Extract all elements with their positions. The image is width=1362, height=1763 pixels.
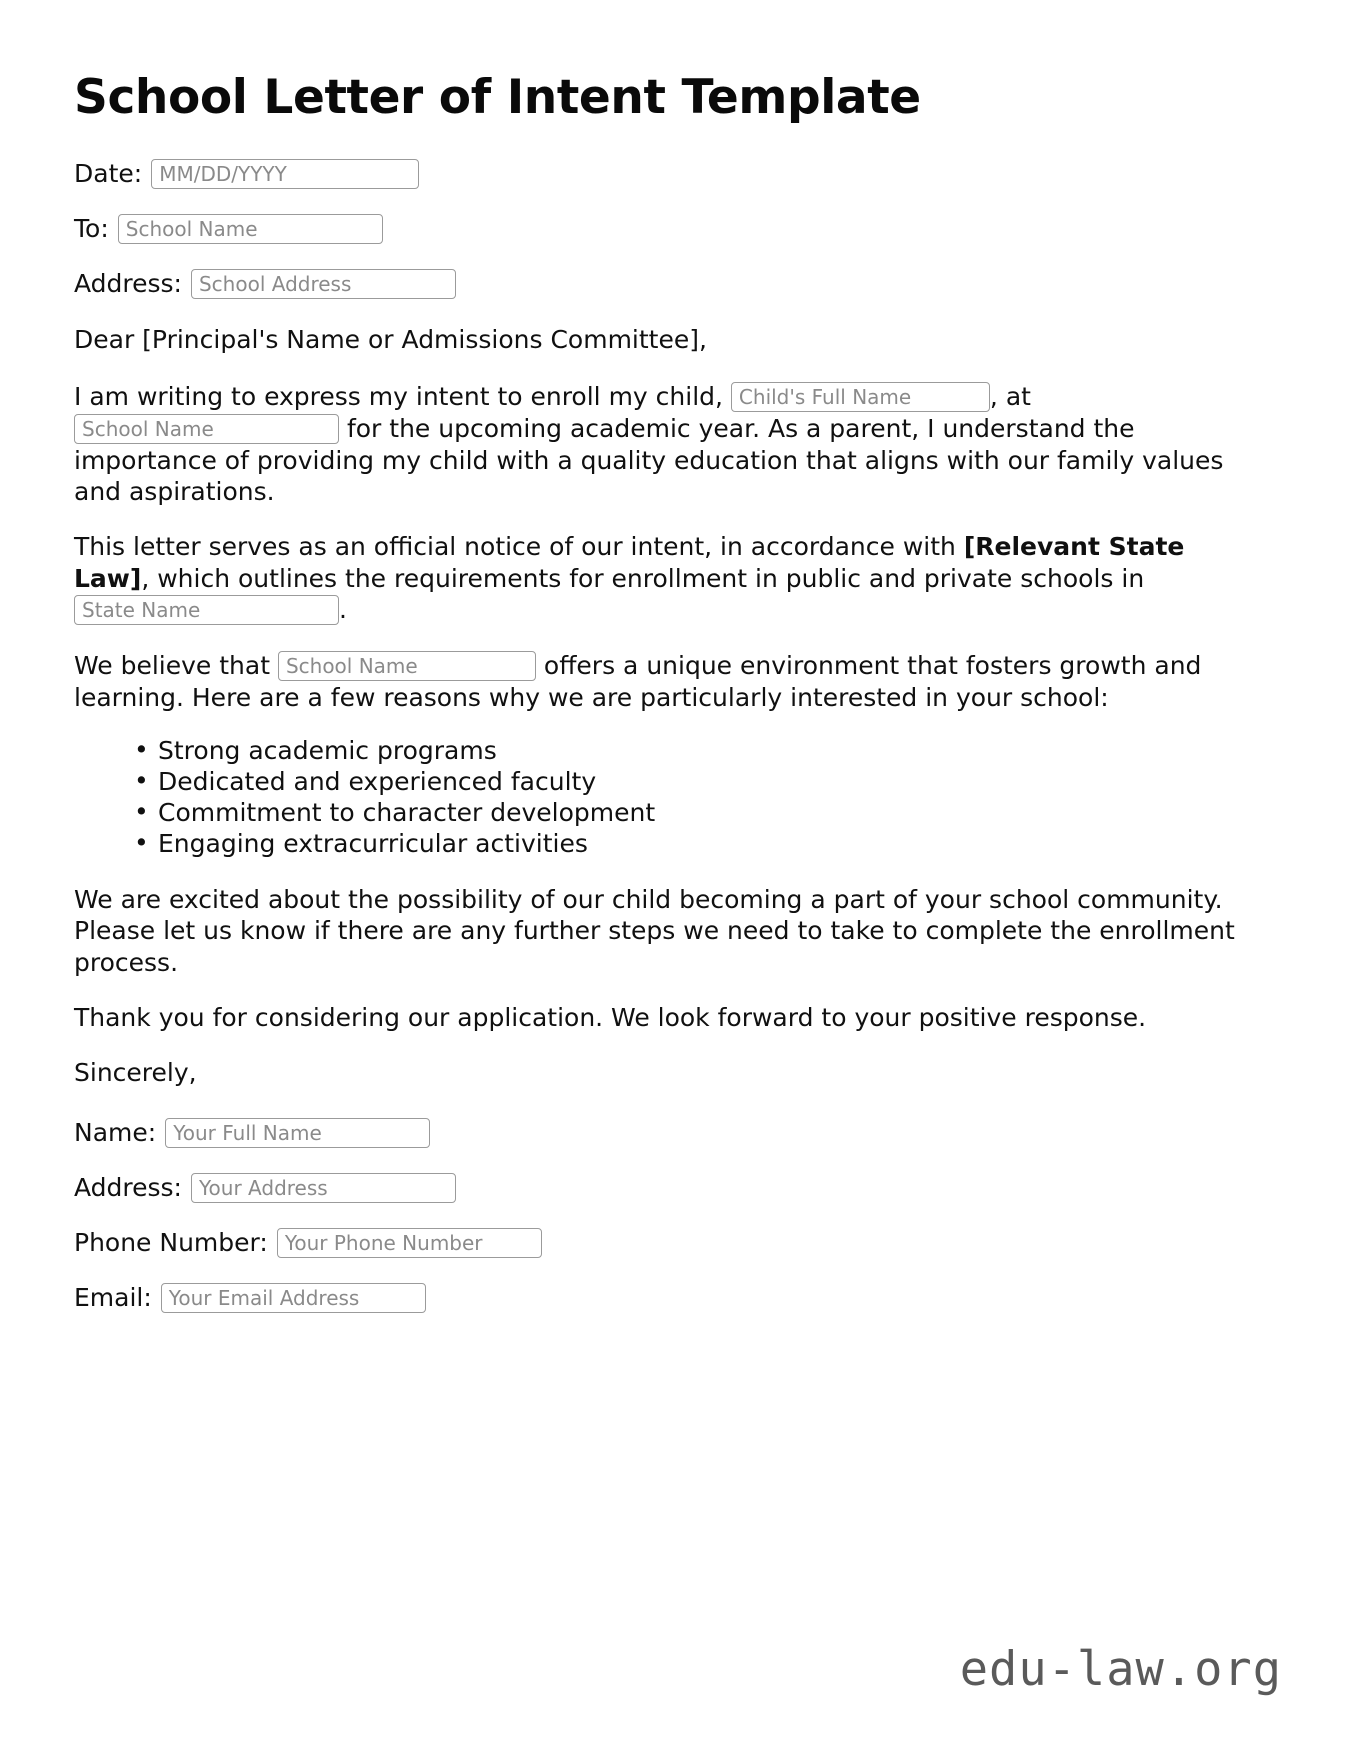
believe-text-part2: offers a unique environment that fosters growth and learning. Here are a few reasons why we are particularly interested in your school: — [74, 650, 1202, 712]
notice-text-part1: This letter serves as an official notice of our intent, in accordance with — [74, 532, 956, 562]
signer-name-field-row — [74, 1118, 1276, 1148]
intent-school-name-input[interactable]: School Name — [74, 414, 339, 444]
relevant-state-law-text: [Relevant State Law] — [74, 532, 1185, 593]
paragraph-intent — [74, 381, 1259, 508]
signer-email-field-row — [74, 1283, 1276, 1313]
paragraph-excited: We are excited about the possibility of our child becoming a part of your school community. Please let us know if there are any further steps we need to take to complete the enrollment process. — [74, 885, 1235, 977]
date-input[interactable]: MM/DD/YYYY — [151, 159, 419, 189]
state-name-input[interactable]: State Name — [74, 595, 339, 625]
signer-address-input[interactable]: Your Address — [191, 1173, 456, 1203]
reasons-list — [74, 737, 1276, 858]
signer-name-label: Name: — [74, 1118, 157, 1148]
list-item: • Strong academic programs — [134, 737, 1276, 765]
intent-text-part1: I am writing to express my intent to enroll my child, — [74, 381, 723, 411]
to-school-name-input[interactable]: School Name — [118, 214, 383, 244]
closing-line: Sincerely, — [74, 1058, 197, 1088]
paragraph-thanks: Thank you for considering our application. We look forward to your positive response. — [74, 1002, 1147, 1032]
salutation: Dear [Principal's Name or Admissions Committee], — [74, 324, 707, 354]
believe-school-name-input[interactable]: School Name — [278, 651, 536, 681]
to-label: To: — [74, 213, 109, 243]
signer-name-input[interactable]: Your Full Name — [165, 1118, 430, 1148]
signer-email-label: Email: — [74, 1283, 152, 1313]
school-address-input[interactable]: School Address — [191, 269, 456, 299]
child-full-name-input[interactable]: Child's Full Name — [731, 382, 990, 412]
signer-email-input[interactable]: Your Email Address — [161, 1283, 426, 1313]
paragraph-believe — [74, 650, 1259, 713]
intent-text-part2: , at — [989, 381, 1031, 411]
paragraph-notice — [74, 531, 1259, 626]
site-watermark: edu-law.org — [959, 1642, 1282, 1697]
notice-text-part3: . — [339, 594, 347, 624]
notice-text-part2: , which outlines the requirements for enrollment in public and private schools in — [141, 563, 1145, 593]
signer-phone-input[interactable]: Your Phone Number — [277, 1228, 542, 1258]
list-item: • Commitment to character development — [134, 799, 1276, 827]
date-label: Date: — [74, 158, 143, 188]
list-item: • Dedicated and experienced faculty — [134, 768, 1276, 796]
school-address-label: Address: — [74, 268, 182, 298]
signer-phone-label: Phone Number: — [74, 1228, 268, 1258]
date-field-row — [74, 159, 1276, 189]
intent-text-part3: for the upcoming academic year. As a parent, I understand the importance of providing my child with a quality education that aligns with our family values and aspirations. — [74, 413, 1224, 507]
list-item: • Engaging extracurricular activities — [134, 830, 1276, 858]
signer-address-field-row — [74, 1173, 1276, 1203]
to-field-row — [74, 214, 1276, 244]
school-address-field-row — [74, 269, 1276, 299]
page-title: School Letter of Intent Template — [74, 70, 921, 125]
signer-address-label: Address: — [74, 1173, 182, 1203]
believe-text-part1: We believe that — [74, 650, 270, 680]
signer-phone-field-row — [74, 1228, 1276, 1258]
